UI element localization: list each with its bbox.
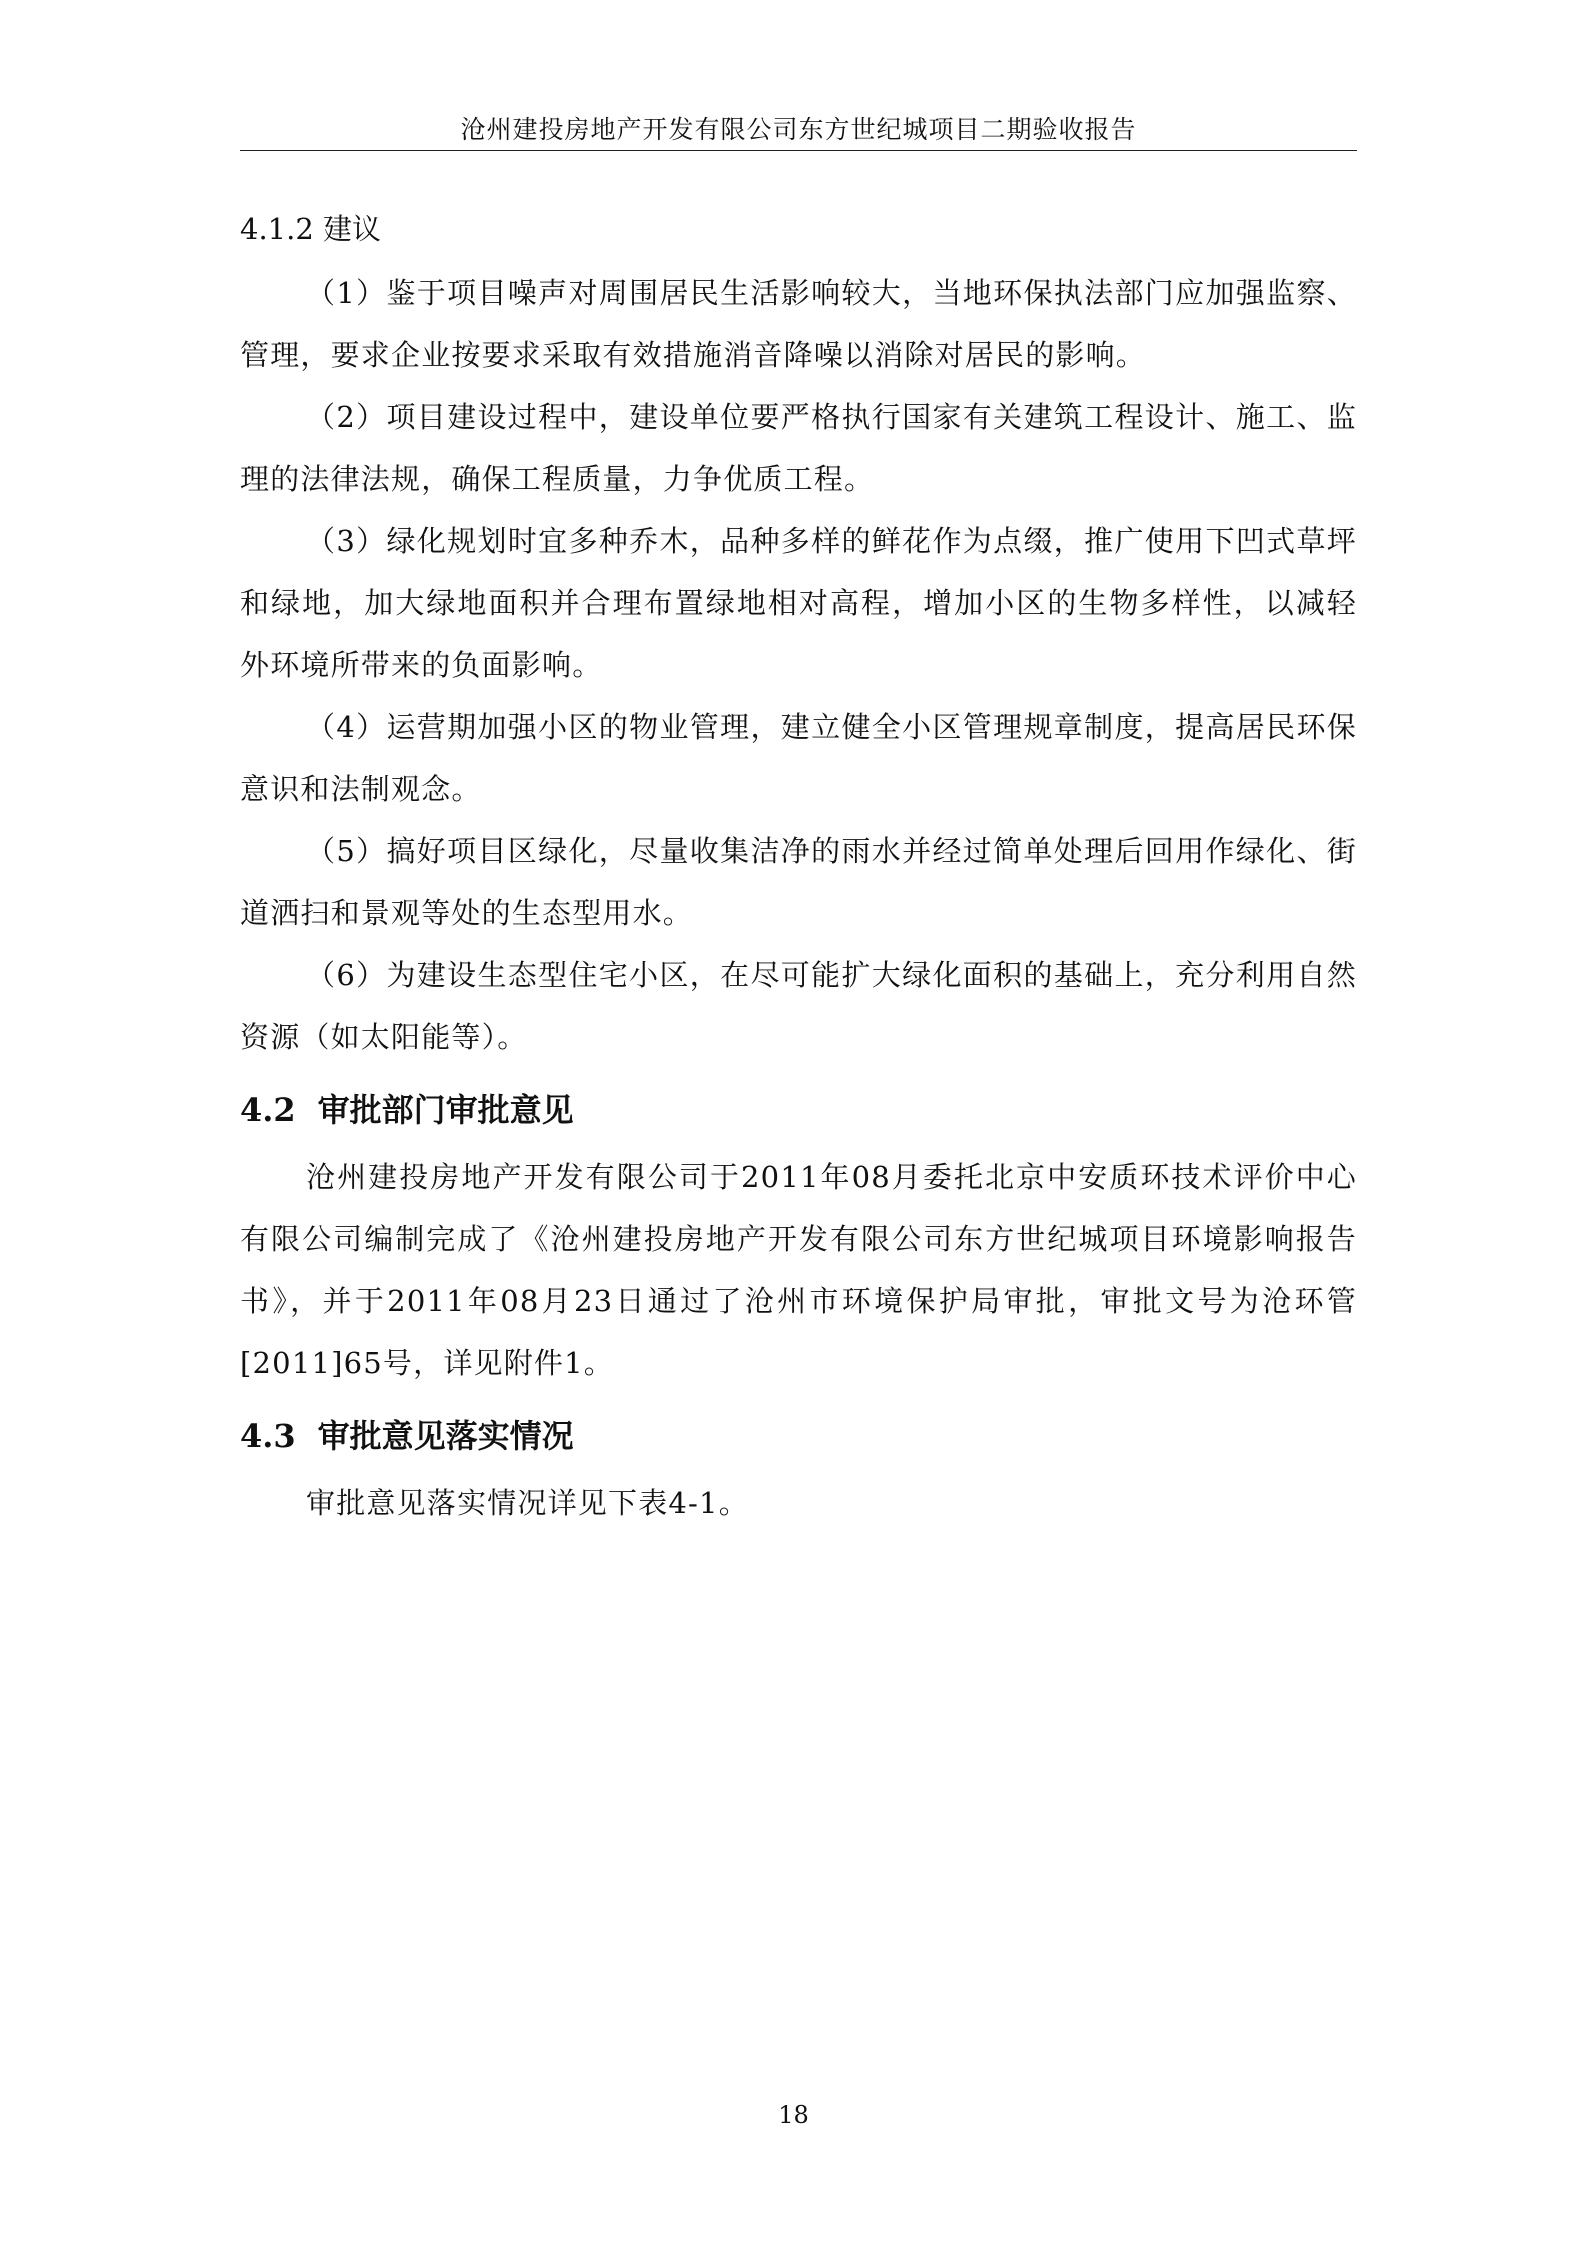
suggestion-paragraph-6: （6）为建设生态型住宅小区，在尽可能扩大绿化面积的基础上，充分利用自然资源（如太阳能等）。 [240,958,1357,1054]
section-heading-4-3 [240,1408,1357,1464]
subsection-heading-4-1-2: 4.1.2 建议 [240,212,382,246]
section-number: 4.3 [240,1417,296,1455]
suggestion-paragraph-2: （2）项目建设过程中，建设单位要严格执行国家有关建筑工程设计、施工、监理的法律法规，确保工程质量，力争优质工程。 [240,400,1357,496]
section-heading-4-2 [240,1082,1357,1138]
page-number: 18 [778,2101,809,2129]
suggestion-paragraph-4: （4）运营期加强小区的物业管理，建立健全小区管理规章制度，提高居民环保意识和法制观念。 [240,710,1357,806]
approval-paragraph: 沧州建投房地产开发有限公司于2011年08月委托北京中安质环技术评价中心有限公司编制完成了《沧州建投房地产开发有限公司东方世纪城项目环境影响报告书》，并于2011年08月23日通过了沧州市环境保护局审批，审批文号为沧环管[2011]65号，详见附件1。 [240,1160,1357,1380]
suggestion-paragraph-1: （1）鉴于项目噪声对周围居民生活影响较大，当地环保执法部门应加强监察、管理，要求企业按要求采取有效措施消音降噪以消除对居民的影响。 [240,276,1357,372]
header-divider [240,150,1357,151]
implementation-paragraph: 审批意见落实情况详见下表4-1。 [306,1486,749,1520]
section-title-text: 审批意见落实情况 [317,1417,574,1455]
section-number: 4.2 [240,1091,296,1129]
running-header: 沧州建投房地产开发有限公司东方世纪城项目二期验收报告 [460,115,1137,144]
page-content [240,200,1357,1534]
section-title-text: 审批部门审批意见 [317,1091,574,1129]
suggestion-paragraph-5: （5）搞好项目区绿化，尽量收集洁净的雨水并经过简单处理后回用作绿化、街道洒扫和景观等处的生态型用水。 [240,834,1357,930]
suggestion-paragraph-3: （3）绿化规划时宜多种乔木，品种多样的鲜花作为点缀，推广使用下凹式草坪和绿地，加大绿地面积并合理布置绿地相对高程，增加小区的生物多样性，以减轻外环境所带来的负面影响。 [240,524,1357,682]
